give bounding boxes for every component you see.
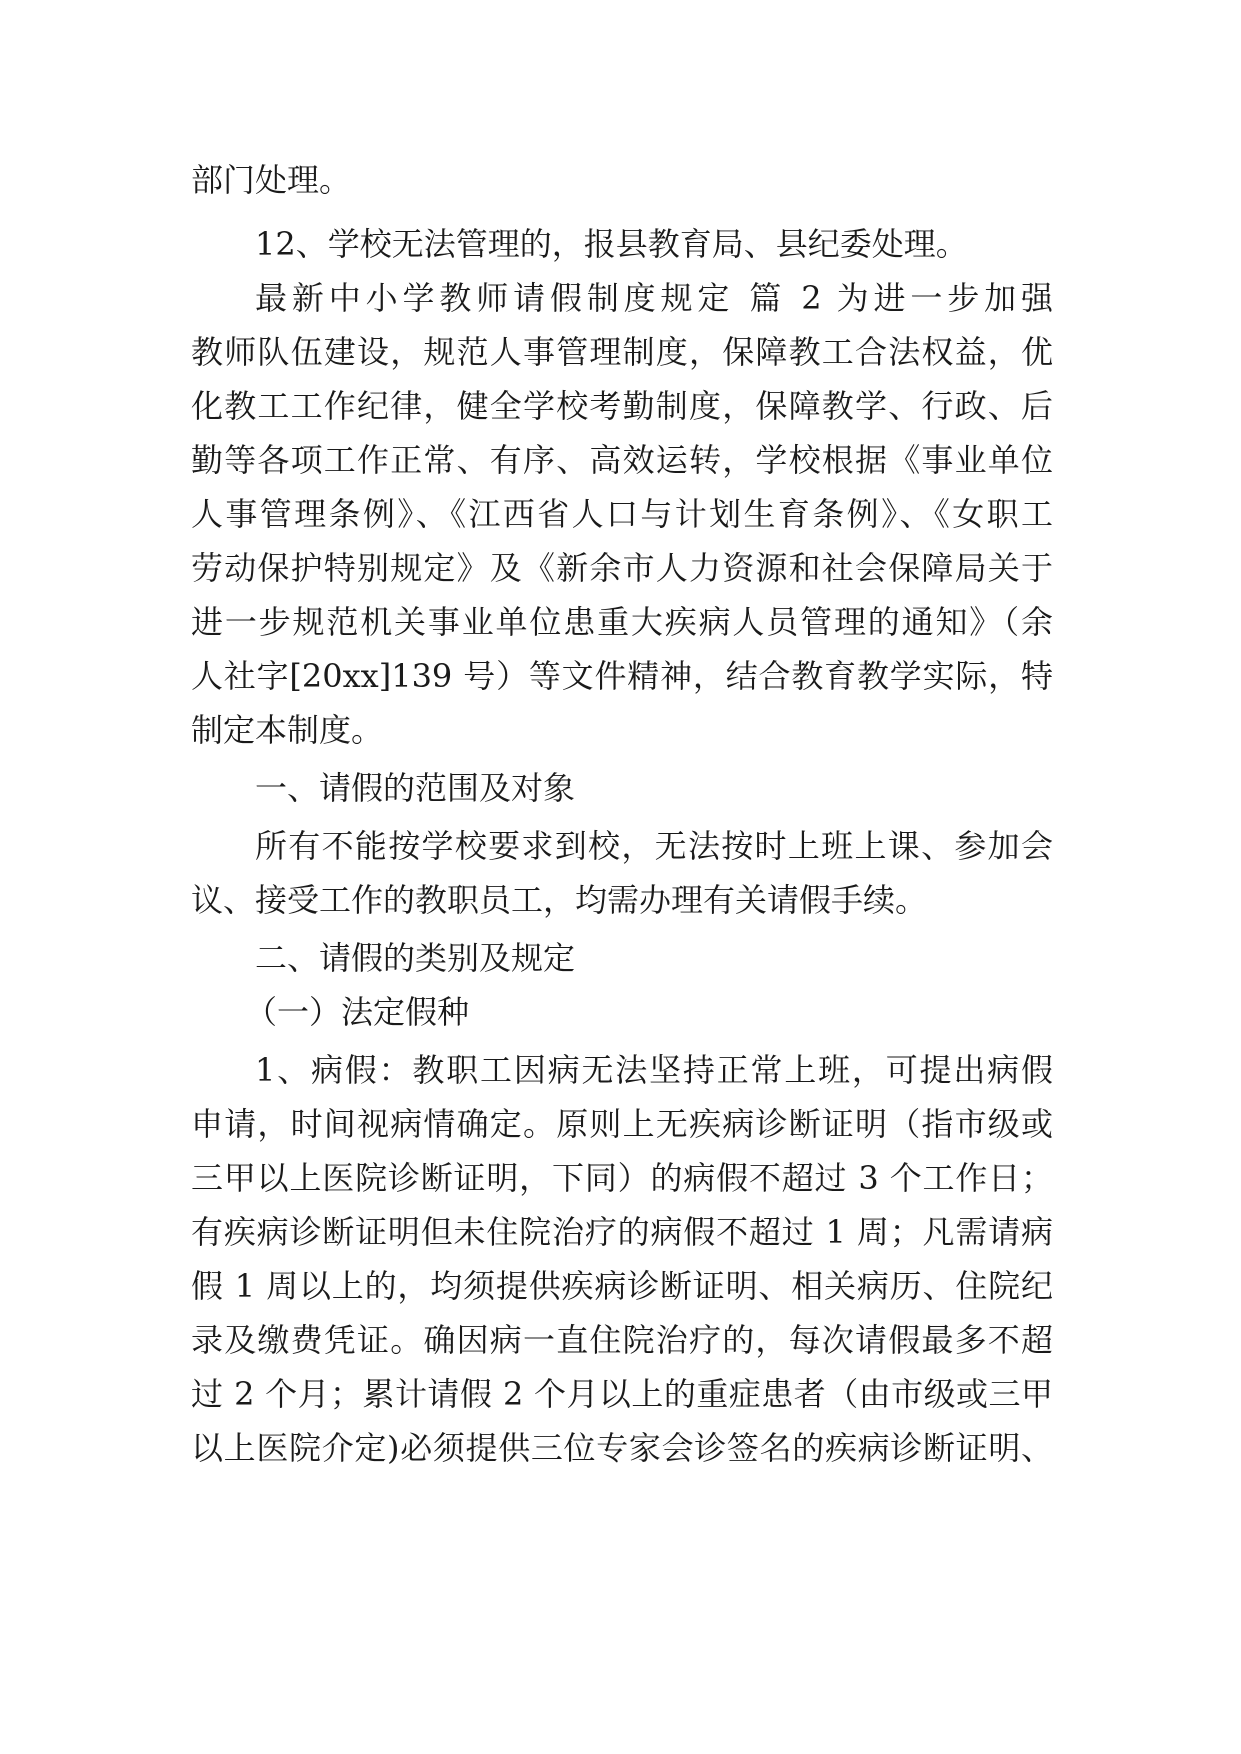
text-line: 勤等各项工作正常、有序、高效运转，学校根据《事业单位 [191, 441, 1053, 479]
text-line: 过 2 个月；累计请假 2 个月以上的重症患者（由市级或三甲 [191, 1375, 1053, 1413]
text-line: 所有不能按学校要求到校，无法按时上班上课、参加会 [255, 827, 1053, 865]
text-line: 部门处理。 [191, 161, 352, 199]
text-line: 化教工工作纪律，健全学校考勤制度，保障教学、行政、后 [191, 387, 1053, 425]
text-line: 议、接受工作的教职员工，均需办理有关请假手续。 [191, 881, 928, 919]
text-line: 教师队伍建设，规范人事管理制度，保障教工合法权益，优 [191, 333, 1053, 371]
text-line: 劳动保护特别规定》及《新余市人力资源和社会保障局关于 [191, 549, 1053, 587]
text-line: 录及缴费凭证。确因病一直住院治疗的，每次请假最多不超 [191, 1321, 1053, 1359]
text-line: 1、病假：教职工因病无法坚持正常上班，可提出病假 [255, 1051, 1053, 1089]
text-line: 有疾病诊断证明但未住院治疗的病假不超过 1 周；凡需请病 [191, 1213, 1053, 1251]
text-line: 三甲以上医院诊断证明，下同）的病假不超过 3 个工作日； [191, 1159, 1053, 1197]
text-line: 制定本制度。 [191, 711, 384, 749]
text-line: 假 1 周以上的，均须提供疾病诊断证明、相关病历、住院纪 [191, 1267, 1053, 1305]
text-line: 人事管理条例》、《江西省人口与计划生育条例》、《女职工 [191, 495, 1053, 533]
heading-scope: 一、请假的范围及对象 [255, 769, 576, 807]
text-line: 12、学校无法管理的，报县教育局、县纪委处理。 [255, 225, 968, 263]
heading-statutory-leave: （一）法定假种 [245, 993, 470, 1031]
text-line: 进一步规范机关事业单位患重大疾病人员管理的通知》（余 [191, 603, 1053, 641]
section-heading-line: 最新中小学教师请假制度规定 篇 2 为进一步加强 [255, 279, 1053, 317]
text-line: 申请，时间视病情确定。原则上无疾病诊断证明（指市级或 [191, 1105, 1053, 1143]
text-line: 以上医院介定)必须提供三位专家会诊签名的疾病诊断证明、 [191, 1429, 1053, 1467]
heading-categories: 二、请假的类别及规定 [255, 939, 576, 977]
text-line: 人社字[20xx]139 号）等文件精神，结合教育教学实际，特 [191, 657, 1053, 695]
